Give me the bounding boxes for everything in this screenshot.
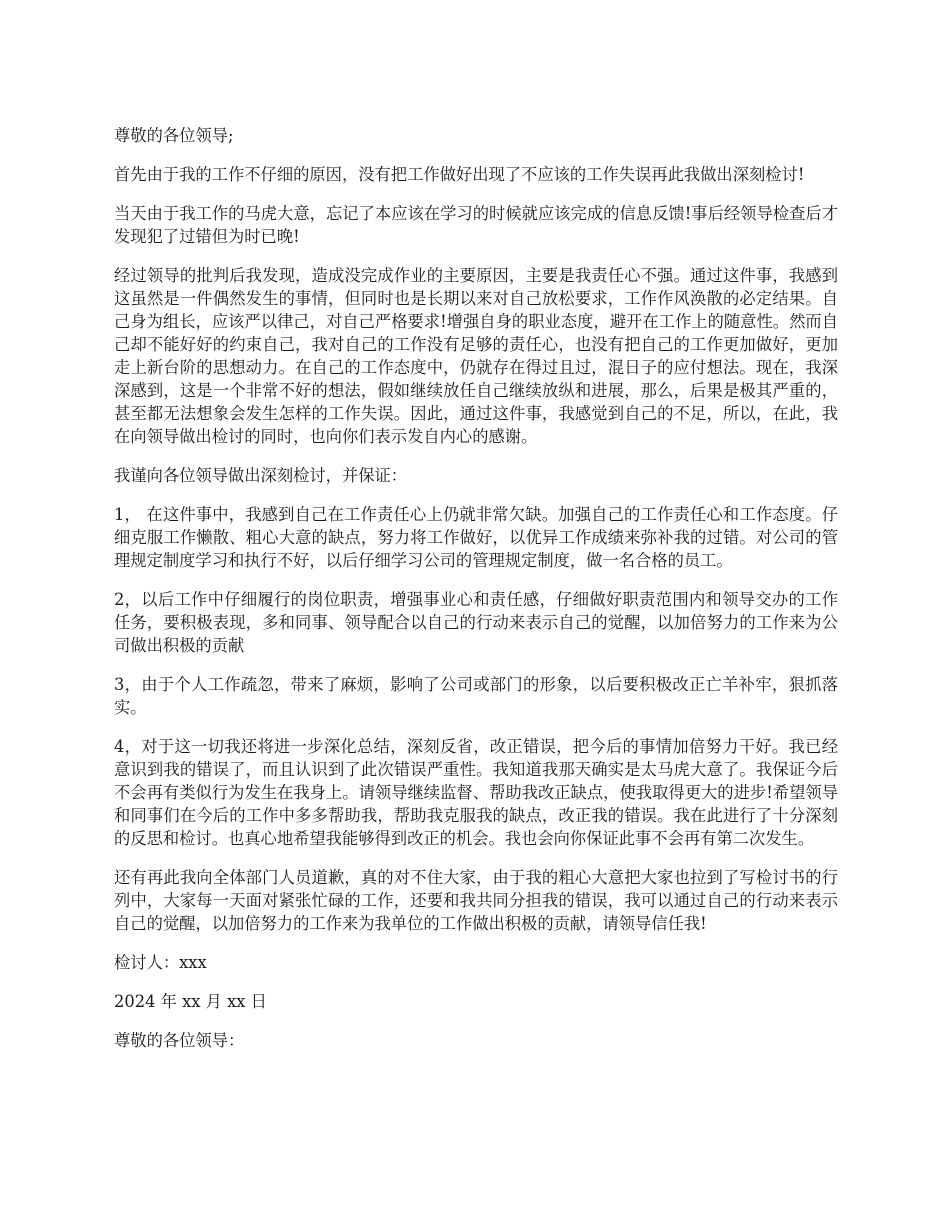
paragraph-incident: 当天由于我工作的马虎大意，忘记了本应该在学习的时候就应该完成的信息反馈!事后经领导检查后才发现犯了过错但为时已晚! (114, 204, 838, 246)
paragraph-opening: 首先由于我的工作不仔细的原因，没有把工作做好出现了不应该的工作失误再此我做出深刻检讨! (114, 165, 805, 184)
paragraph-pledge-intro: 我谨向各位领导做出深刻检讨，并保证： (114, 466, 408, 485)
date-line: 2024 年 xx 月 xx 日 (114, 992, 267, 1011)
paragraph-apology: 还有再此我向全体部门人员道歉，真的对不住大家，由于我的粗心大意把大家也拉到了写检讨书的行列中，大家每一天面对紧张忙碌的工作，还要和我共同分担我的错误，我可以通过自己的行动来表示自己的觉醒，以加倍努力的工作来为我单位的工作做出积极的贡献，请领导信任我! (114, 868, 838, 933)
pledge-item-2: 2，以后工作中仔细履行的岗位职责，增强事业心和责任感，仔细做好职责范围内和领导交办的工作任务，要积极表现，多和同事、领导配合以自己的行动来表示自己的觉醒，以加倍努力的工作来为公司做出积极的贡献 (114, 590, 838, 655)
salutation: 尊敬的各位领导; (114, 126, 234, 145)
pledge-item-3: 3，由于个人工作疏忽，带来了麻烦，影响了公司或部门的形象，以后要积极改正亡羊补牢，狠抓落实。 (114, 675, 838, 717)
pledge-item-1: 1， 在这件事中，我感到自己在工作责任心上仍就非常欠缺。加强自己的工作责任心和工作态度。仔细克服工作懒散、粗心大意的缺点，努力将工作做好，以优异工作成绩来弥补我的过错。对公司的管理规定制度学习和执行不好，以后仔细学习公司的管理规定制度，做一名合格的员工。 (114, 505, 838, 570)
document-body (114, 124, 838, 1068)
signatory-line: 检讨人：xxx (114, 953, 207, 972)
salutation-second: 尊敬的各位领导： (114, 1031, 245, 1050)
pledge-item-4: 4，对于这一切我还将进一步深化总结，深刻反省，改正错误，把今后的事情加倍努力干好。我已经意识到我的错误了，而且认识到了此次错误严重性。我知道我那天确实是太马虎大意了。我保证今后不会再有类似行为发生在我身上。请领导继续监督、帮助我改正缺点，使我取得更大的进步!希望领导和同事们在今后的工作中多多帮助我，帮助我克服我的缺点，改正我的错误。我在此进行了十分深刻的反思和检讨。也真心地希望我能够得到改正的机会。我也会向你保证此事不会再有第二次发生。 (114, 737, 838, 848)
paragraph-reflection: 经过领导的批判后我发现，造成没完成作业的主要原因，主要是我责任心不强。通过这件事，我感到这虽然是一件偶然发生的事情，但同时也是长期以来对自己放松要求，工作作风涣散的必定结果。自己身为组长，应该严以律己，对自己严格要求!增强自身的职业态度，避开在工作上的随意性。然而自己却不能好好的约束自己，我对自己的工作没有足够的责任心，也没有把自己的工作更加做好，更加走上新台阶的思想动力。在自己的工作态度中，仍就存在得过且过，混日子的应付想法。现在，我深深感到，这是一个非常不好的想法，假如继续放任自己继续放纵和进展，那么，后果是极其严重的，甚至都无法想象会发生怎样的工作失误。因此，通过这件事，我感觉到自己的不足，所以，在此，我在向领导做出检讨的同时，也向你们表示发自内心的感谢。 (114, 266, 838, 446)
